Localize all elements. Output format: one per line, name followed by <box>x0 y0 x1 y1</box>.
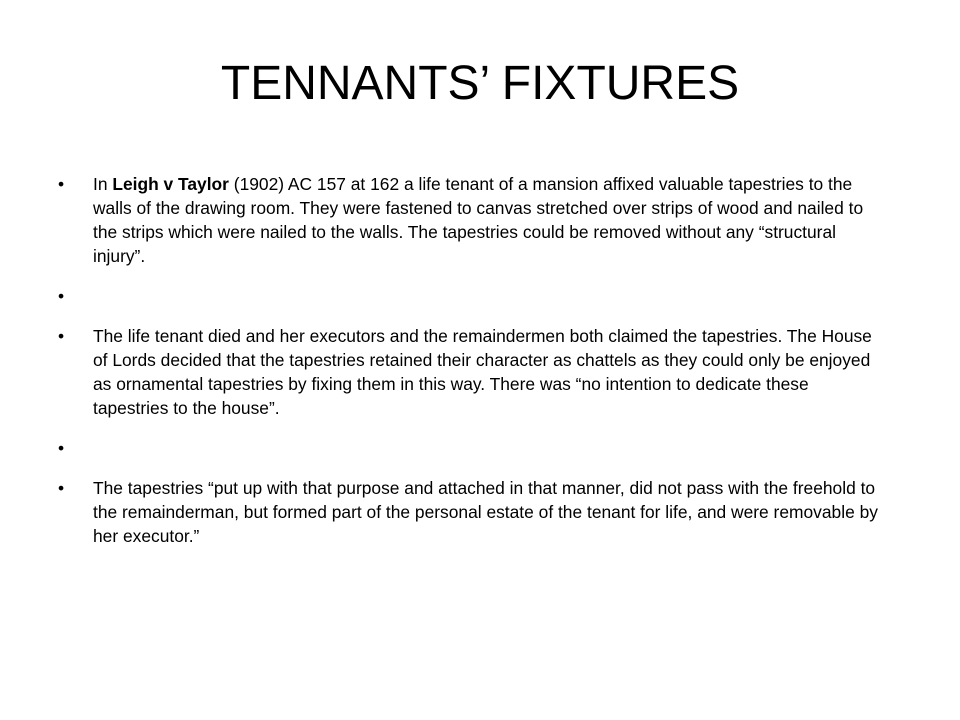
bullet-text-pre: In <box>93 174 113 194</box>
bullet-icon: • <box>58 286 65 306</box>
bullet-icon: • <box>58 478 65 498</box>
bullet-item-1 <box>58 172 888 268</box>
bullet-icon: • <box>58 174 65 194</box>
bullet-icon: • <box>58 326 65 346</box>
bullet-text: The tapestries “put up with that purpose and attached in that manner, did not pass with the freehold to the remainderman, but formed part of the personal estate of the tenant for life, and were removable by her executor.” <box>93 478 878 546</box>
case-name: Leigh v Taylor <box>112 174 229 194</box>
slide-title: TENNANTS’ FIXTURES <box>220 57 740 110</box>
bullet-item-3 <box>58 324 888 420</box>
bullet-item-2 <box>58 284 888 308</box>
bullet-item-5 <box>58 476 888 548</box>
bullet-list <box>58 172 888 564</box>
bullet-icon: • <box>58 438 65 458</box>
bullet-item-4 <box>58 436 888 460</box>
bullet-text: The life tenant died and her executors and the remaindermen both claimed the tapestries. The House of Lords decided that the tapestries retained their character as chattels as they could only be enjoyed as ornamental tapestries by fixing them in this way. There was “no intention to dedicate these tapestries to the house”. <box>93 326 872 418</box>
bullet-text-post: (1902) AC 157 at 162 a life tenant of a mansion affixed valuable tapestries to the walls of the drawing room. They were fastened to canvas stretched over strips of wood and nailed to the strips which were nailed to the walls. The tapestries could be removed without any “structural injury”. <box>93 174 864 266</box>
